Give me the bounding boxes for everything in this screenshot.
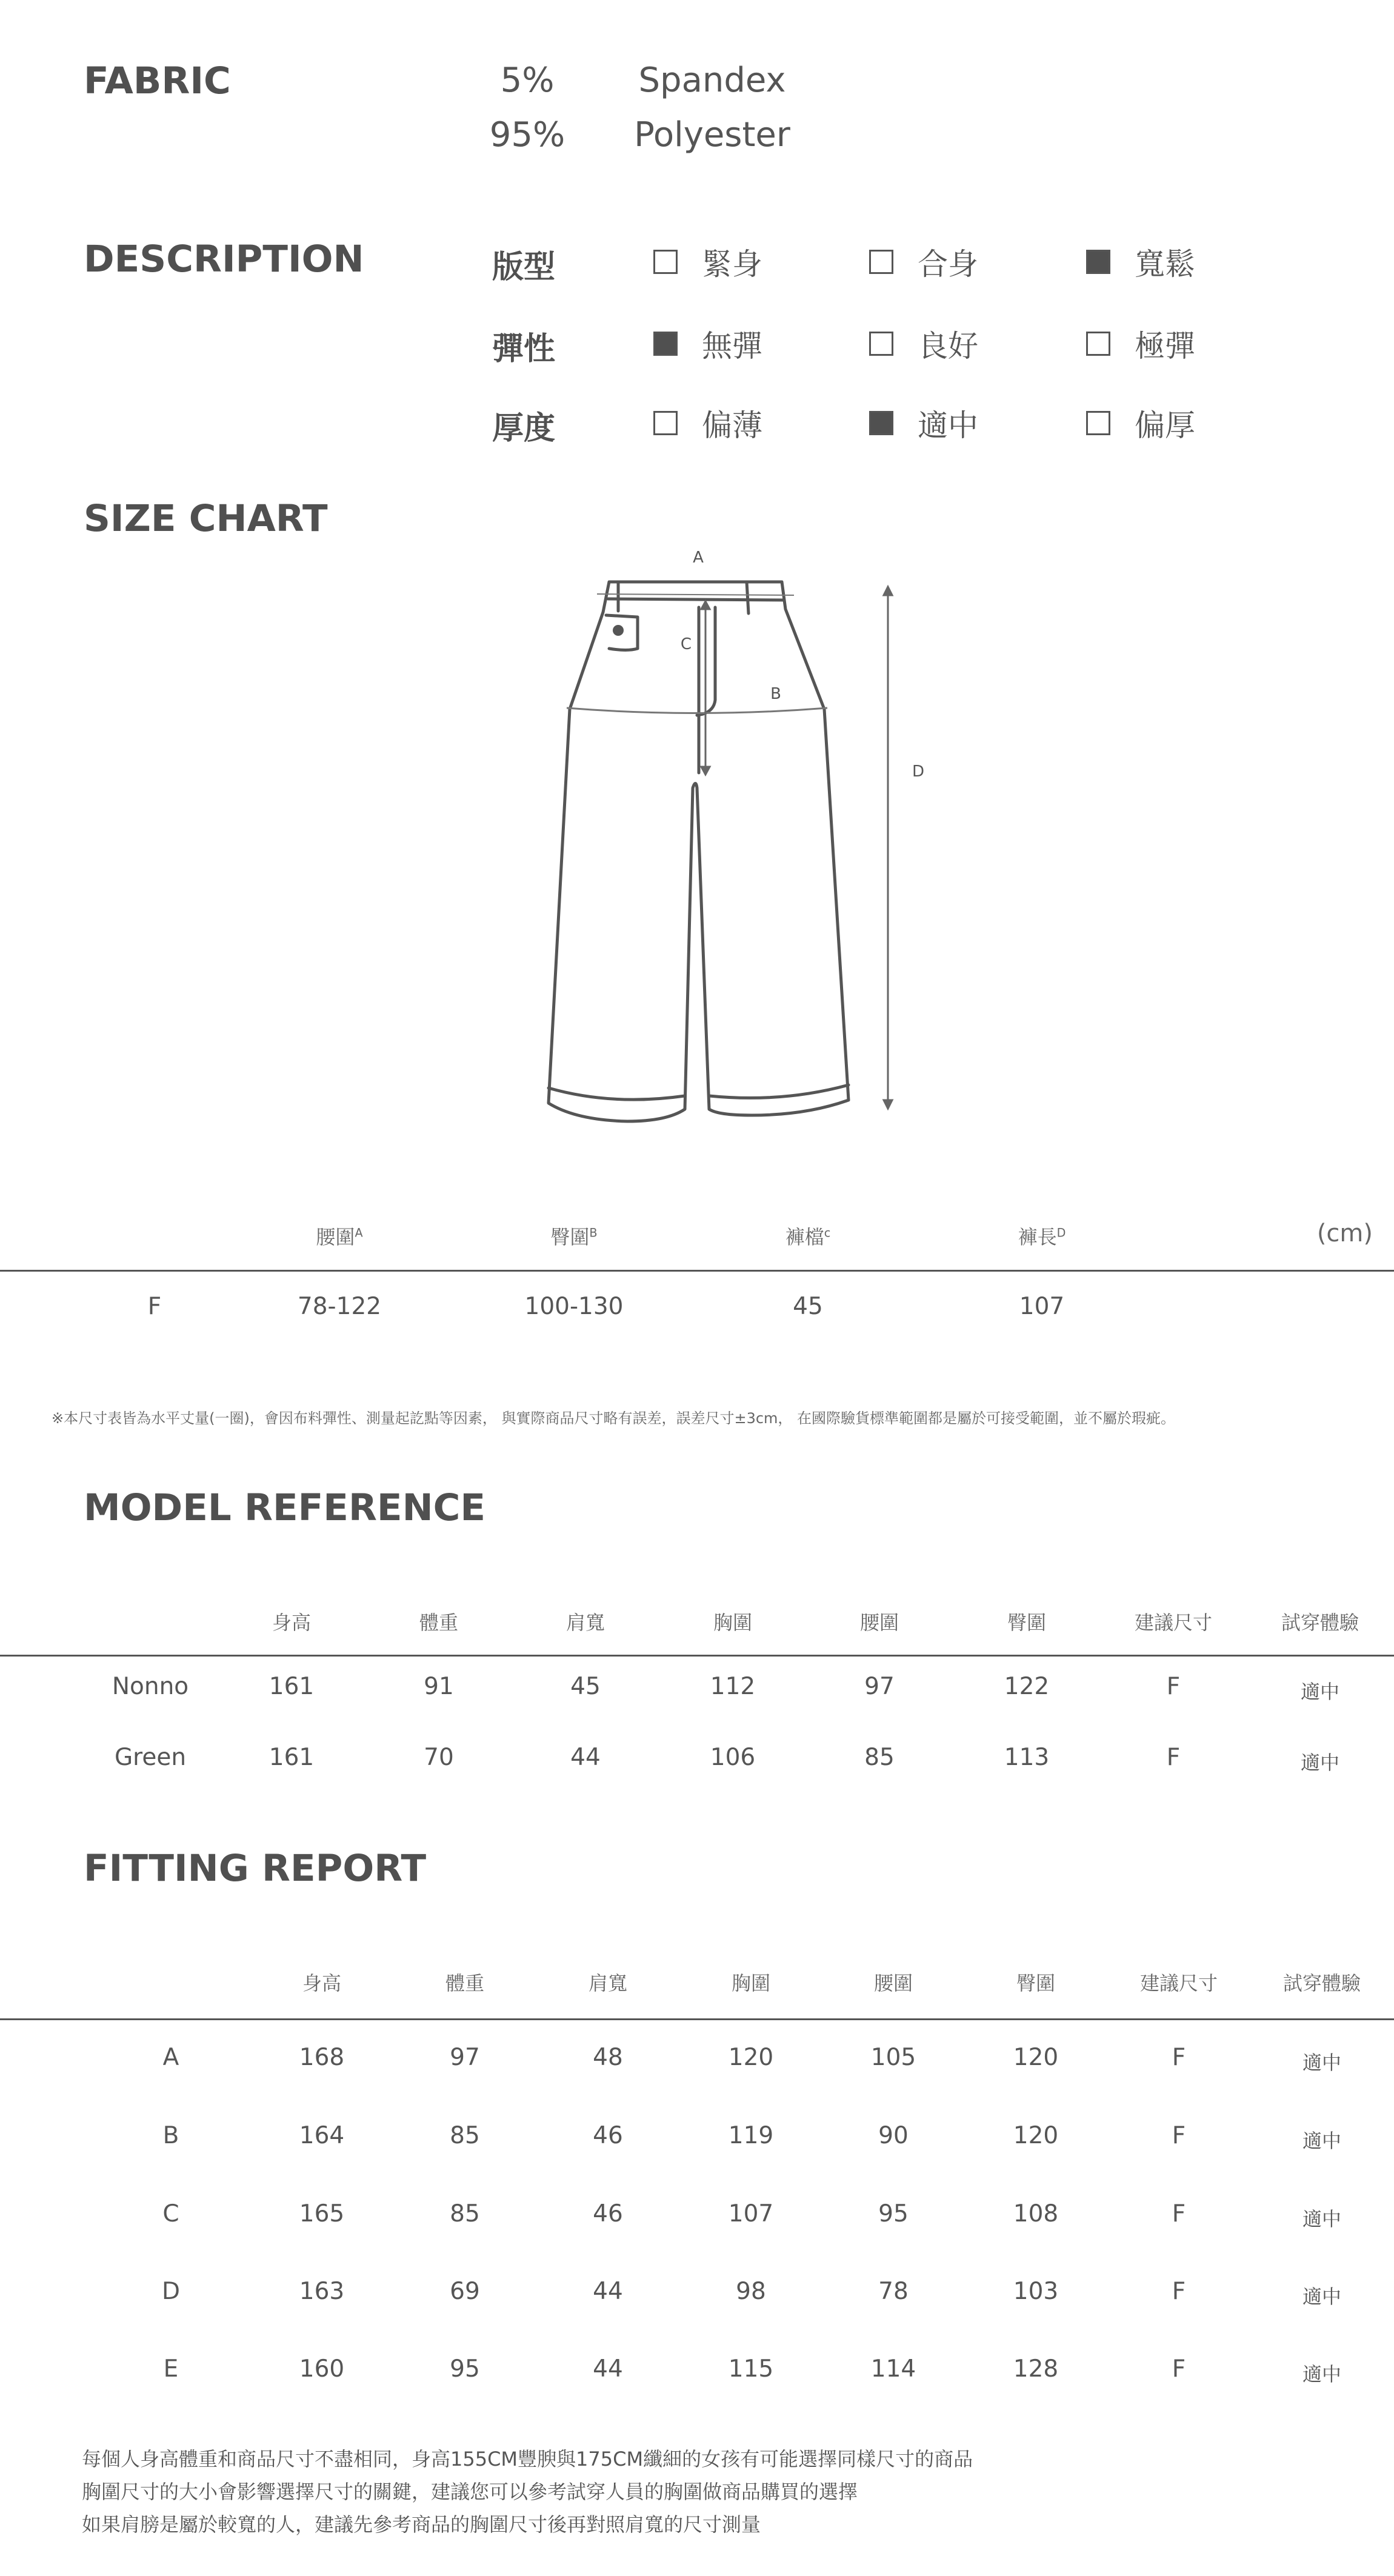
size-col-waist: [316, 1222, 362, 1250]
model-col: 肩寬: [565, 1611, 605, 1634]
fitting-cell: 69: [450, 2278, 480, 2305]
model-col: 腰圍: [859, 1611, 899, 1634]
diagram-label-c: C: [680, 635, 692, 653]
checkbox-empty: [653, 411, 678, 435]
option-label: 適中: [918, 408, 978, 443]
model-cell: 85: [864, 1744, 895, 1771]
fitting-cell: 適中: [1302, 2363, 1342, 2386]
fitting-cell: 119: [728, 2122, 774, 2149]
fitting-cell: 46: [593, 2122, 623, 2149]
footer-notes: [82, 2443, 973, 2541]
option-regular: [869, 244, 978, 280]
fitting-cell: 108: [1013, 2200, 1059, 2227]
col-name: 褲檔: [785, 1226, 824, 1249]
description-heading: DESCRIPTION: [84, 238, 364, 281]
button-icon: [613, 625, 624, 636]
model-cell: 45: [570, 1673, 601, 1700]
fitting-cell: 95: [450, 2355, 480, 2383]
model-table-divider: [0, 1655, 1394, 1657]
model-col: 臀圍: [1007, 1611, 1047, 1634]
fitting-cell: 103: [1013, 2278, 1059, 2305]
fitting-col: 肩寬: [588, 1972, 628, 1995]
fitting-cell: F: [1172, 2044, 1186, 2071]
size-table-divider: [0, 1270, 1394, 1272]
fitting-cell: 適中: [1302, 2207, 1342, 2231]
fitting-col: 建議尺寸: [1139, 1972, 1218, 1995]
model-cell: 97: [864, 1673, 895, 1700]
model-col: 體重: [419, 1611, 459, 1634]
fitting-cell: 90: [878, 2122, 909, 2149]
model-cell: 122: [1004, 1673, 1050, 1700]
model-cell: 161: [268, 1673, 315, 1700]
fitting-col: 腰圍: [873, 1972, 913, 1995]
description-label: 彈性: [492, 331, 556, 367]
fitting-cell: 95: [878, 2200, 909, 2227]
fitting-cell: 44: [593, 2278, 623, 2305]
fitting-cell: 128: [1013, 2355, 1059, 2383]
size-value-hip: 100-130: [524, 1293, 624, 1320]
fitting-col: 臀圍: [1016, 1972, 1056, 1995]
option-label: 良好: [918, 329, 978, 364]
fitting-table-divider: [0, 2018, 1394, 2020]
model-cell: 112: [710, 1673, 756, 1700]
fitting-report-heading: FITTING REPORT: [84, 1847, 427, 1890]
model-cell: F: [1166, 1673, 1181, 1700]
fitting-cell: 85: [450, 2122, 480, 2149]
model-cell: 113: [1004, 1744, 1050, 1771]
size-label: F: [147, 1293, 162, 1320]
diagram-label-a: A: [693, 549, 704, 567]
description-label: 版型: [492, 249, 556, 285]
fitting-cell: 114: [870, 2355, 916, 2383]
fitting-cell: 120: [728, 2044, 774, 2071]
size-unit: (cm): [1316, 1220, 1373, 1247]
size-col-rise: [785, 1222, 831, 1250]
diagram-label-d: D: [912, 762, 925, 781]
col-name: 褲長: [1018, 1226, 1057, 1249]
fitting-cell: 164: [299, 2122, 345, 2149]
option-loose: [1086, 244, 1195, 280]
option-medium: [869, 405, 978, 441]
fitting-cell: 163: [299, 2278, 345, 2305]
pants-diagram: [533, 546, 933, 1140]
option-label: 緊身: [702, 247, 762, 282]
fitting-cell: 44: [593, 2355, 623, 2383]
option-label: 無彈: [702, 329, 762, 364]
fitting-name: D: [161, 2278, 181, 2305]
option-label: 偏薄: [702, 408, 762, 443]
size-value-waist: 78-122: [297, 1293, 382, 1320]
checkbox-empty: [1086, 411, 1110, 435]
footer-note-line: 如果肩膀是屬於較寬的人，建議先參考商品的胸圍尺寸後再對照肩寬的尺寸測量: [82, 2513, 761, 2536]
option-label: 偏厚: [1135, 408, 1195, 443]
description-label: 厚度: [492, 410, 556, 447]
option-thin: [653, 405, 762, 441]
fitting-col: 體重: [445, 1972, 485, 1995]
checkbox-empty: [653, 250, 678, 274]
fabric-percent-1: 5%: [500, 61, 555, 100]
fitting-cell: F: [1172, 2278, 1186, 2305]
size-value-rise: 45: [793, 1293, 823, 1320]
checkbox-filled: [1086, 250, 1110, 274]
fitting-cell: 適中: [1302, 2129, 1342, 2152]
option-good-stretch: [869, 325, 978, 362]
fabric-material-2: Polyester: [634, 115, 790, 155]
col-name: 臀圍: [550, 1226, 590, 1249]
fitting-cell: 97: [450, 2044, 480, 2071]
fabric-percent-2: 95%: [489, 115, 565, 155]
option-label: 合身: [918, 247, 978, 282]
fitting-name: A: [162, 2044, 179, 2071]
checkbox-filled: [653, 332, 678, 356]
fitting-cell: 165: [299, 2200, 345, 2227]
col-mark: B: [589, 1226, 598, 1240]
size-col-hip: [550, 1222, 597, 1250]
fitting-cell: 78: [878, 2278, 909, 2305]
model-cell: 適中: [1300, 1751, 1340, 1774]
checkbox-empty: [869, 250, 893, 274]
fitting-cell: 168: [299, 2044, 345, 2071]
fitting-cell: 適中: [1302, 2051, 1342, 2074]
footer-note-line: 每個人身高體重和商品尺寸不盡相同，身高155CM豐腴與175CM纖細的女孩有可能選擇同樣尺寸的商品: [82, 2448, 973, 2471]
fitting-name: B: [162, 2122, 179, 2149]
fitting-cell: F: [1172, 2122, 1186, 2149]
model-cell: F: [1166, 1744, 1181, 1771]
fitting-name: C: [162, 2200, 179, 2227]
model-cell: 91: [424, 1673, 454, 1700]
fitting-cell: 85: [450, 2200, 480, 2227]
checkbox-filled: [869, 411, 893, 435]
model-col: 建議尺寸: [1134, 1611, 1213, 1634]
col-name: 腰圍: [316, 1226, 355, 1249]
col-mark: c: [824, 1226, 831, 1240]
option-tight: [653, 244, 762, 280]
checkbox-empty: [1086, 332, 1110, 356]
checkbox-empty: [869, 332, 893, 356]
size-value-length: 107: [1019, 1293, 1065, 1320]
fitting-cell: F: [1172, 2200, 1186, 2227]
fitting-cell: 107: [728, 2200, 774, 2227]
model-cell: 44: [570, 1744, 601, 1771]
fitting-cell: 105: [870, 2044, 916, 2071]
fitting-cell: 120: [1013, 2044, 1059, 2071]
fitting-cell: 98: [736, 2278, 766, 2305]
option-thick: [1086, 405, 1195, 441]
fitting-col: 身高: [302, 1972, 342, 1995]
footer-note-line: 胸圍尺寸的大小會影響選擇尺寸的關鍵，建議您可以參考試穿人員的胸圍做商品購買的選擇: [82, 2480, 858, 2503]
model-cell: 70: [424, 1744, 454, 1771]
model-col: 身高: [272, 1611, 312, 1634]
fitting-cell: 48: [593, 2044, 623, 2071]
fabric-heading: FABRIC: [84, 59, 231, 102]
fitting-col: 試穿體驗: [1282, 1972, 1361, 1995]
option-high-stretch: [1086, 325, 1195, 362]
model-col: 試穿體驗: [1281, 1611, 1359, 1634]
fitting-name: E: [163, 2355, 179, 2383]
col-mark: A: [355, 1226, 363, 1240]
size-chart-heading: SIZE CHART: [84, 497, 328, 540]
model-col: 胸圍: [713, 1611, 753, 1634]
diagram-label-b: B: [770, 685, 781, 703]
col-mark: D: [1056, 1226, 1066, 1240]
fabric-material-1: Spandex: [638, 61, 786, 100]
fitting-cell: F: [1172, 2355, 1186, 2383]
option-no-stretch: [653, 325, 762, 362]
model-name: Green: [114, 1744, 187, 1771]
model-cell: 161: [268, 1744, 315, 1771]
fitting-col: 胸圍: [731, 1972, 771, 1995]
option-label: 寬鬆: [1135, 247, 1195, 282]
model-reference-heading: MODEL REFERENCE: [84, 1486, 486, 1529]
option-label: 極彈: [1135, 329, 1195, 364]
model-cell: 適中: [1300, 1680, 1340, 1703]
model-cell: 106: [710, 1744, 756, 1771]
fitting-cell: 160: [299, 2355, 345, 2383]
fitting-cell: 120: [1013, 2122, 1059, 2149]
fitting-cell: 46: [593, 2200, 623, 2227]
fitting-cell: 適中: [1302, 2285, 1342, 2308]
model-name: Nonno: [112, 1673, 189, 1700]
size-col-length: [1018, 1222, 1066, 1250]
size-chart-note: ※本尺寸表皆為水平丈量(一圈)，會因布料彈性、測量起訖點等因素， 與實際商品尺寸略有誤差，誤差尺寸±3cm， 在國際驗貨標準範圍都是屬於可接受範圍，並不屬於瑕疵。: [52, 1410, 1176, 1427]
fitting-cell: 115: [728, 2355, 774, 2383]
